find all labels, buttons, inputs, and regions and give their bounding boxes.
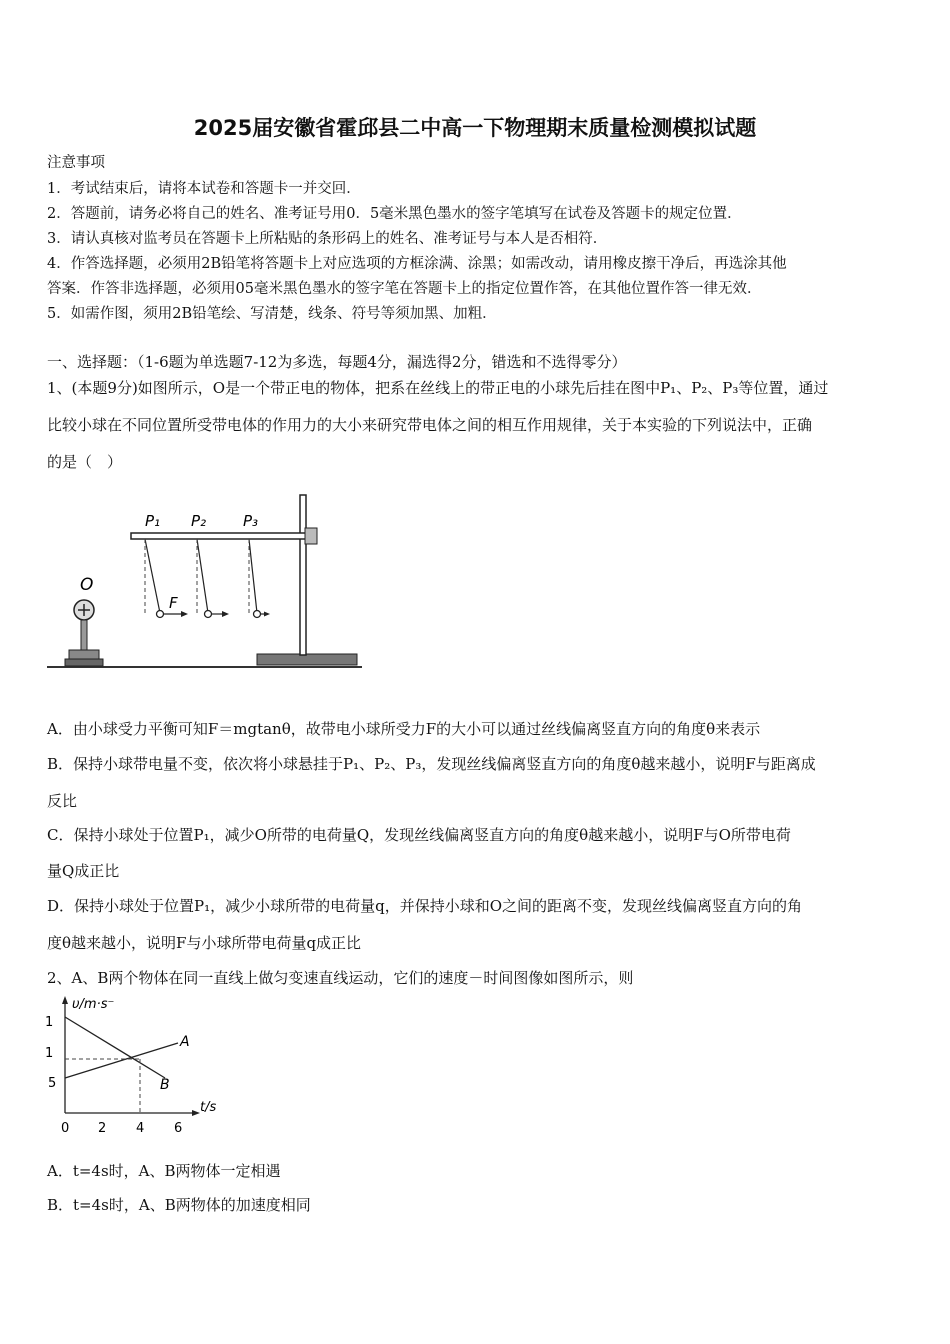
line-a [65,1043,178,1078]
x-tick: 6 [174,1121,183,1136]
y-tick: 5 [48,1076,57,1091]
notice-item: 答案．作答非选择题，必须用05毫米黑色墨水的签字笔在答题卡上的指定位置作答，在其他位置作答一律无效． [47,281,762,297]
notice-item: 1．考试结束后，请将本试卷和答题卡一并交回． [47,181,361,197]
q1-option-d: D．保持小球处于位置P₁，减少小球所带的电荷量q，并保持小球和O之间的距离不变，发现丝线偏离竖直方向的角 [47,897,803,915]
notice-heading: 注意事项 [47,155,105,171]
ball-p3 [254,611,261,618]
line-a-label: A [180,1034,190,1050]
label-force: F [169,594,178,612]
x-tick: 2 [98,1121,107,1136]
q2-option-b: B．t=4s时，A、B两物体的加速度相同 [47,1196,311,1214]
q1-option-c: C．保持小球处于位置P₁，减少O所带的电荷量Q，发现丝线偏离竖直方向的角度θ越来越小，说明F与O所带电荷 [47,826,791,844]
q1-option-b: B．保持小球带电量不变，依次将小球悬挂于P₁、P₂、P₃，发现丝线偏离竖直方向的角度θ越来越小，说明F与距离成 [47,755,816,773]
notice-item: 4．作答选择题，必须用2B铅笔将答题卡上对应选项的方框涂满、涂黑；如需改动，请用橡皮擦干净后，再选涂其他 [47,256,787,272]
label-p3: P₃ [243,512,259,530]
label-p2: P₂ [191,512,207,530]
q1-stem-line: 的是（ ） [47,453,123,471]
q1-option-d-cont: 度θ越来越小，说明F与小球所带电荷量q成正比 [47,934,362,952]
label-p1: P₁ [145,512,161,530]
q1-option-c-cont: 量Q成正比 [47,862,120,880]
label-o: O [80,575,94,595]
x-tick: 0 [61,1121,70,1136]
section-heading: 一、选择题：（1-6题为单选题7-12为多选，每题4分，漏选得2分，错选和不选得零分） [47,353,627,371]
q2-option-a: A．t=4s时，A、B两物体一定相遇 [47,1162,281,1180]
q2-stem: 2、A、B两个物体在同一直线上做匀变速直线运动，它们的速度－时间图像如图所示，则 [47,969,634,987]
q2-vt-graph [40,993,220,1138]
notice-item: 5．如需作图，须用2B铅笔绘、写清楚，线条、符号等须加黑、加粗． [47,306,497,322]
notice-item: 2．答题前，请务必将自己的姓名、准考证号用0．5毫米黑色墨水的签字笔填写在试卷及答题卡的规定位置． [47,206,742,222]
q1-option-b-cont: 反比 [47,792,78,810]
q1-stem-line: 1、(本题9分)如图所示，O是一个带正电的物体，把系在丝线上的带正电的小球先后挂在图中P₁、P₂、P₃等位置，通过 [47,379,829,397]
ball-p1 [157,611,164,618]
line-b [65,1017,165,1078]
q1-stem-line: 比较小球在不同位置所受带电体的作用力的大小来研究带电体之间的相互作用规律，关于本实验的下列说法中，正确 [47,416,813,434]
q1-pendulum-figure [47,492,367,672]
notice-item: 3．请认真核对监考员在答题卡上所粘贴的条形码上的姓名、准考证号与本人是否相符． [47,231,608,247]
y-tick: 1 [45,1046,54,1061]
x-tick: 4 [136,1121,145,1136]
ball-p2 [205,611,212,618]
x-axis-label: t/s [200,1100,217,1115]
y-tick: 1 [45,1015,54,1030]
q1-option-a: A．由小球受力平衡可知F＝mgtanθ，故带电小球所受力F的大小可以通过丝线偏离竖直方向的角度θ来表示 [47,720,761,738]
y-axis-label: υ/m·s⁻ [72,997,115,1012]
page-title: 2025届安徽省霍邱县二中高一下物理期末质量检测模拟试题 [193,116,757,140]
line-b-label: B [160,1077,170,1093]
